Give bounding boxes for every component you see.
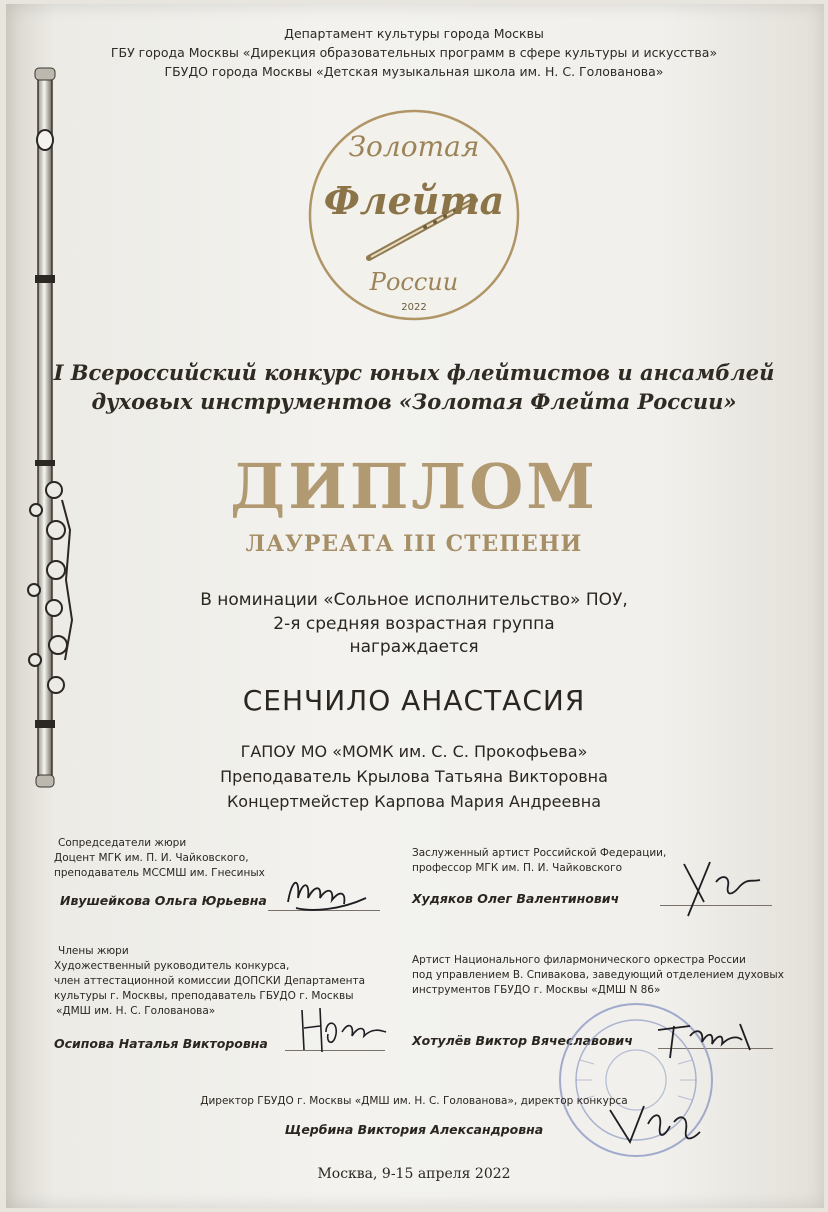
member2-role-1: Артист Национального филармонического оркестра России [412, 954, 746, 966]
recipient-name: СЕНЧИЛО АНАСТАСИЯ [242, 684, 586, 717]
member2-signature [650, 1010, 770, 1070]
director-name: Щербина Виктория Александровна [284, 1122, 544, 1137]
chair2-signature [670, 852, 770, 922]
recipient-accompanist: Концертмейстер Карпова Мария Андреевна [226, 792, 602, 811]
logo-word-flute: Флейта [323, 178, 505, 223]
chair1-name: Ивушейкова Ольга Юрьевна [60, 893, 267, 908]
member1-role-3: культуры г. Москвы, преподаватель ГБУДО г. Москвы [54, 990, 354, 1002]
nomination-line: В номинации «Сольное исполнительство» ПОУ, [200, 590, 628, 610]
recipient-school: ГАПОУ МО «МОМК им. С. С. Прокофьева» [240, 742, 588, 761]
chair2-role-2: профессор МГК им. П. И. Чайковского [412, 862, 623, 874]
awarded-line: награждается [349, 637, 479, 657]
logo-word-golden: Золотая [348, 130, 480, 163]
jury-members-title: Члены жюри [58, 945, 129, 957]
chair1-role-1: Доцент МГК им. П. И. Чайковского, [54, 852, 249, 864]
chair1-signature [282, 868, 372, 916]
logo-year: 2022 [401, 302, 427, 313]
contest-title-line2: духовых инструментов «Золотая Флейта России» [91, 389, 737, 414]
jury-chairs-title: Сопредседатели жюри [58, 837, 187, 849]
member1-signature [292, 1002, 392, 1058]
member1-role-2: член аттестационной комиссии ДОПСКИ Департамента [54, 975, 366, 987]
diploma-title: ДИПЛОМ [230, 450, 598, 523]
chair1-role-2: преподаватель МССМШ им. Гнесиных [54, 867, 265, 879]
header-directorate: ГБУ города Москвы «Дирекция образовательных программ в сфере культуры и искусства» [110, 45, 718, 60]
director-role: Директор ГБУДО г. Москвы «ДМШ им. Н. С. Голованова», директор конкурса [200, 1095, 628, 1107]
age-group-line: 2-я средняя возрастная группа [273, 614, 555, 634]
member2-name: Хотулёв Виктор Вячеславович [412, 1033, 633, 1048]
member1-role-4: «ДМШ им. Н. С. Голованова» [56, 1005, 216, 1017]
header-school: ГБУДО города Москвы «Детская музыкальная школа им. Н. С. Голованова» [164, 64, 664, 79]
chair2-role-1: Заслуженный артист Российской Федерации, [412, 847, 667, 859]
logo-word-russia: России [369, 268, 459, 296]
contest-logo [307, 108, 521, 322]
header-department: Департамент культуры города Москвы [284, 26, 544, 41]
member2-role-3: инструментов ГБУДО г. Москвы «ДМШ N 86» [412, 984, 661, 996]
member2-role-2: под управлением В. Спивакова, заведующий отделением духовых [412, 969, 784, 981]
director-signature [600, 1096, 710, 1156]
member1-role-1: Художественный руководитель конкурса, [54, 960, 290, 972]
recipient-teacher: Преподаватель Крылова Татьяна Викторовна [220, 767, 608, 786]
chair2-name: Худяков Олег Валентинович [412, 891, 620, 906]
diploma-degree: ЛАУРЕАТА III СТЕПЕНИ [245, 531, 583, 557]
member1-name: Осипова Наталья Викторовна [54, 1036, 268, 1051]
place-and-date: Москва, 9-15 апреля 2022 [317, 1166, 511, 1182]
contest-title-line1: I Всероссийский конкурс юных флейтистов и ансамблей [53, 360, 775, 385]
